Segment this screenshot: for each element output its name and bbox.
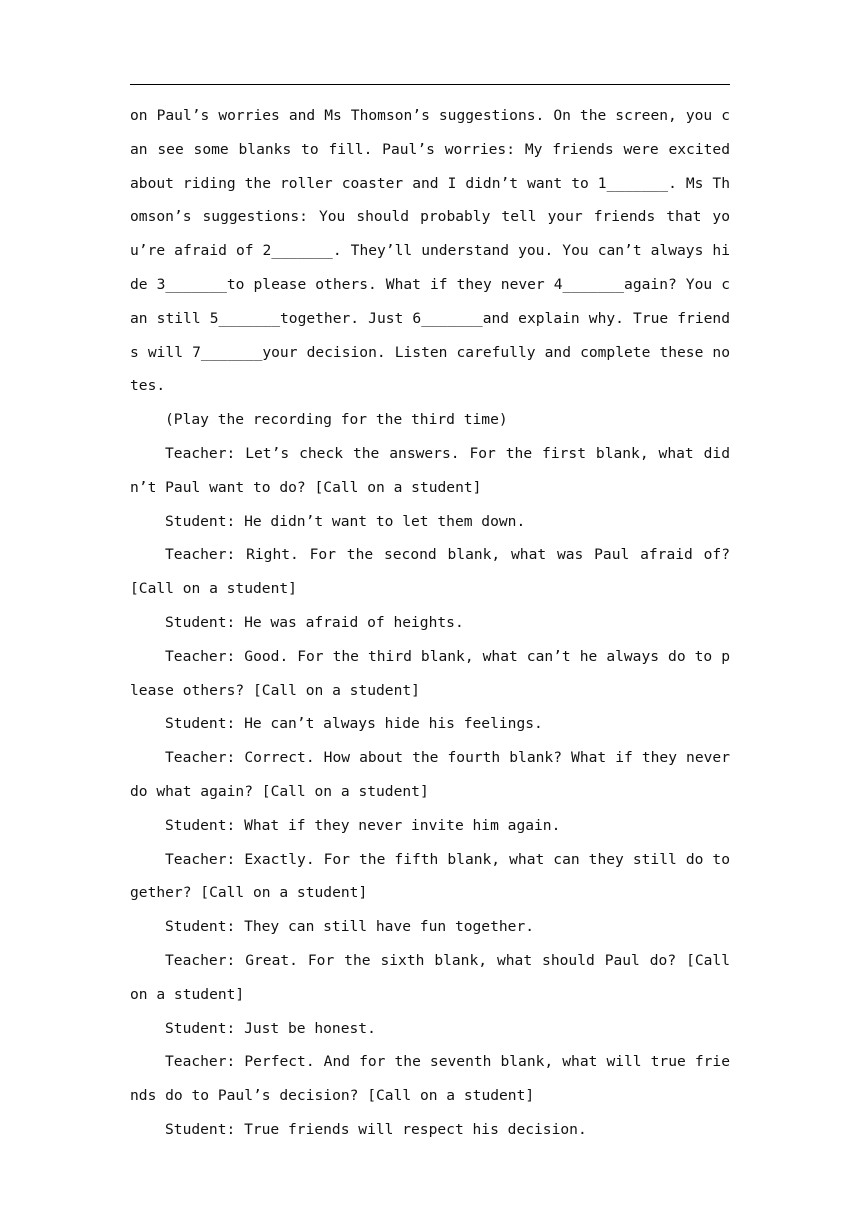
- paragraph-teacher: Teacher: Let’s check the answers. For the first blank, what didn’t Paul want to do? [Call on a student]: [130, 444, 730, 496]
- document-body: [130, 99, 730, 1147]
- paragraph-teacher: Teacher: Great. For the sixth blank, what should Paul do? [Call on a student]: [130, 951, 730, 1003]
- paragraph-teacher: Teacher: Right. For the second blank, what was Paul afraid of? [Call on a student]: [130, 546, 730, 598]
- paragraph-student: Student: He was afraid of heights.: [165, 613, 464, 631]
- paragraph-stage-direction: (Play the recording for the third time): [165, 411, 508, 429]
- paragraph-student: Student: He can’t always hide his feelings.: [165, 715, 543, 733]
- header-rule: [130, 84, 730, 85]
- paragraph-teacher: Teacher: Perfect. And for the seventh blank, what will true friends do to Paul’s decision? [Call on a student]: [130, 1053, 730, 1105]
- paragraph-student: Student: They can still have fun together.: [165, 918, 535, 936]
- paragraph-student: Student: He didn’t want to let them down.: [165, 512, 526, 530]
- paragraph-teacher: Teacher: Good. For the third blank, what can’t he always do to please others? [Call on a student]: [130, 647, 730, 699]
- paragraph-student: Student: True friends will respect his decision.: [165, 1120, 587, 1138]
- paragraph-teacher: Teacher: Correct. How about the fourth blank? What if they never do what again? [Call on a student]: [130, 749, 730, 800]
- paragraph-teacher: Teacher: Exactly. For the fifth blank, what can they still do together? [Call on a student]: [130, 850, 730, 902]
- paragraph-student: Student: Just be honest.: [165, 1019, 376, 1037]
- paragraph-instructions: on Paul’s worries and Ms Thomson’s suggestions. On the screen, you can see some blanks to fill. Paul’s worries: My friends were excited about riding the roller coaster and I didn’t want to 1_______. Ms Thomson’s suggestions: You should probably tell your friends that you’re afraid of 2_______. They’ll understand you. You can’t always hide 3_______to please others. What if they never 4_______again? You can still 5_______together. Just 6_______and explain why. True friends will 7_______your decision. Listen carefully and complete these notes.: [130, 107, 730, 395]
- paragraph-student: Student: What if they never invite him again.: [165, 816, 561, 834]
